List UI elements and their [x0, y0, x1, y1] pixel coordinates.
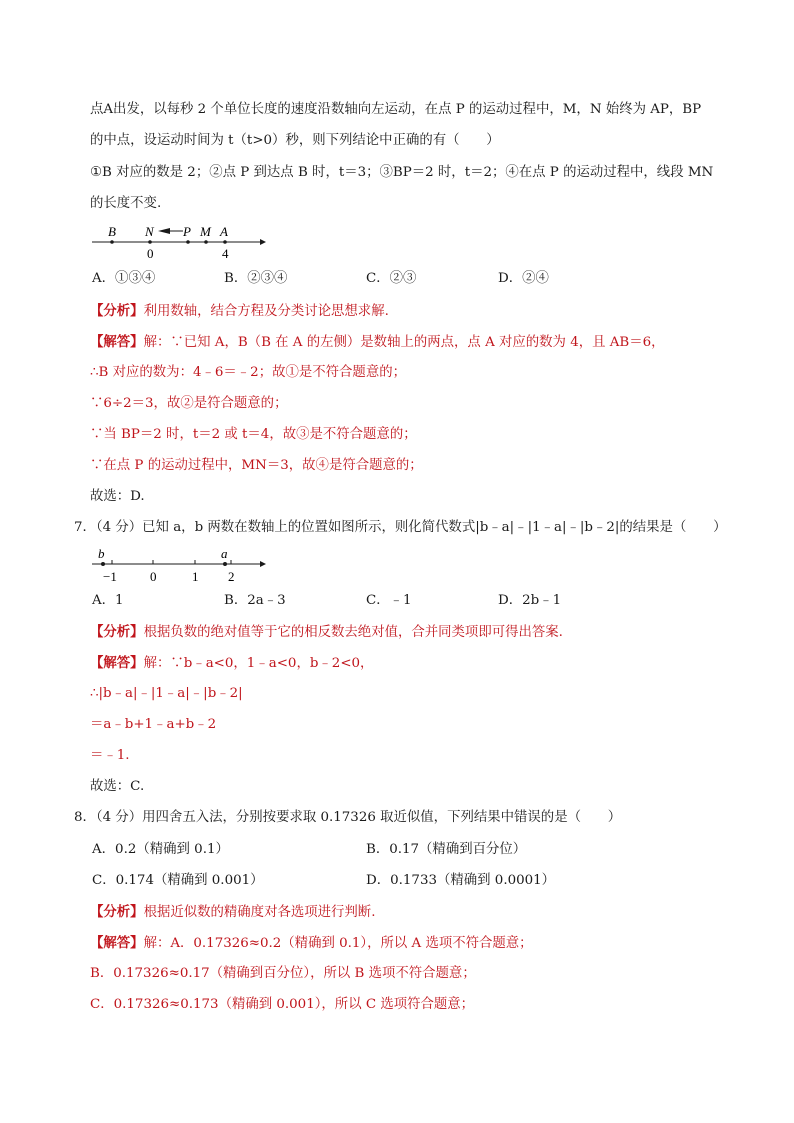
axis-tick-0: 0	[150, 569, 157, 584]
q7-option-a: A．1	[92, 593, 124, 608]
axis-point-a: a	[221, 546, 228, 561]
q8-analysis	[90, 903, 375, 922]
q6-option-a: A．①③④	[92, 271, 156, 286]
axis-tick-2: 2	[228, 569, 235, 584]
q6-number-line	[88, 220, 273, 262]
q6-stem-line-4: 的长度不变.	[90, 196, 162, 211]
q7-stem: 7．（4 分）已知 a，b 两数在数轴上的位置如图所示，则化简代数式|b﹣a|﹣|1﹣a|﹣|b﹣2|的结果是（ ）	[74, 520, 727, 535]
q6-stem-line-2: 的中点，设运动时间为 t（t>0）秒，则下列结论中正确的有（ ）	[90, 133, 500, 148]
q6-option-b: B．②③④	[224, 271, 288, 286]
q8-option-a: A．0.2（精确到 0.1）	[92, 842, 229, 857]
axis-point-b: b	[98, 546, 105, 561]
answer-tag: 【解答】	[90, 334, 144, 350]
q7-option-c: C．﹣1	[366, 593, 412, 608]
q6-option-c: C．②③	[366, 271, 417, 286]
q7-answer-line-4: ＝﹣1.	[90, 748, 130, 763]
analysis-tag: 【分析】	[90, 904, 144, 920]
answer-text: 解：A．0.17326≈0.2（精确到 0.1），所以 A 选项不符合题意；	[143, 936, 533, 951]
analysis-tag: 【分析】	[90, 303, 144, 319]
q7-option-b: B．2a﹣3	[224, 593, 286, 608]
q6-answer-line-2: ∴B 对应的数为：4﹣6＝﹣2；故①是不符合题意的；	[90, 365, 406, 380]
q7-answer-line-3: ＝a﹣b+1﹣a+b﹣2	[90, 717, 217, 732]
q6-answer-line-5: ∵在点 P 的运动过程中，MN＝3，故④是符合题意的；	[90, 458, 423, 473]
analysis-text: 根据近似数的精确度对各选项进行判断.	[143, 905, 376, 920]
axis-label-p: P	[183, 224, 191, 239]
answer-tag: 【解答】	[90, 935, 144, 951]
answer-tag: 【解答】	[90, 655, 144, 671]
q6-analysis	[90, 302, 389, 321]
axis-tick-0: 0	[147, 246, 154, 261]
q6-conclusion: 故选：D.	[90, 489, 145, 504]
axis-label-n: N	[145, 224, 154, 239]
q6-answer-line-1	[90, 333, 665, 352]
q6-stem-line-3: ①B 对应的数是 2；②点 P 到达点 B 时，t＝3；③BP＝2 时，t＝2；④在点 P 的运动过程中，线段 MN	[90, 165, 714, 180]
q8-answer-line-1	[90, 934, 533, 953]
axis-tick-4: 4	[222, 246, 229, 261]
axis-tick-1: 1	[192, 569, 199, 584]
analysis-text: 根据负数的绝对值等于它的相反数去绝对值，合并同类项即可得出答案.	[143, 625, 563, 640]
q8-stem: 8．（4 分）用四舍五入法，分别按要求取 0.17326 取近似值，下列结果中错误的是（ ）	[74, 810, 622, 825]
q8-option-d: D．0.1733（精确到 0.0001）	[366, 873, 556, 888]
q8-option-c: C．0.174（精确到 0.001）	[92, 873, 264, 888]
q6-answer-line-3: ∵6÷2＝3，故②是符合题意的；	[90, 396, 288, 411]
q7-option-d: D．2b﹣1	[498, 593, 562, 608]
q6-stem-line-1: 点A出发，以每秒 2 个单位长度的速度沿数轴向左运动，在点 P 的运动过程中，M，N 始终为 AP，BP	[90, 102, 702, 117]
axis-label-b: B	[108, 224, 116, 239]
q7-analysis	[90, 623, 563, 642]
axis-label-m: M	[200, 224, 211, 239]
answer-text: 解：∵b﹣a<0，1﹣a<0，b﹣2<0，	[143, 656, 374, 671]
analysis-text: 利用数轴，结合方程及分类讨论思想求解.	[143, 304, 389, 319]
q8-option-b: B．0.17（精确到百分位）	[366, 842, 527, 857]
q8-answer-line-2: B．0.17326≈0.17（精确到百分位），所以 B 选项不符合题意；	[90, 966, 476, 981]
q7-number-line	[88, 544, 273, 584]
answer-text: 解：∵已知 A，B（B 在 A 的左侧）是数轴上的两点，点 A 对应的数为 4，且 AB＝6，	[143, 335, 665, 350]
q7-answer-line-1	[90, 654, 373, 673]
q6-option-d: D．②④	[498, 271, 549, 286]
q7-answer-line-2: ∴|b﹣a|﹣|1﹣a|﹣|b﹣2|	[90, 686, 243, 701]
q6-answer-line-4: ∵当 BP＝2 时，t＝2 或 t＝4，故③是不符合题意的；	[90, 427, 417, 442]
q8-answer-line-3: C．0.17326≈0.173（精确到 0.001），所以 C 选项符合题意；	[90, 997, 475, 1012]
analysis-tag: 【分析】	[90, 624, 144, 640]
axis-tick-neg1: −1	[103, 569, 117, 584]
q7-conclusion: 故选：C.	[90, 779, 145, 794]
axis-label-a: A	[220, 224, 228, 239]
